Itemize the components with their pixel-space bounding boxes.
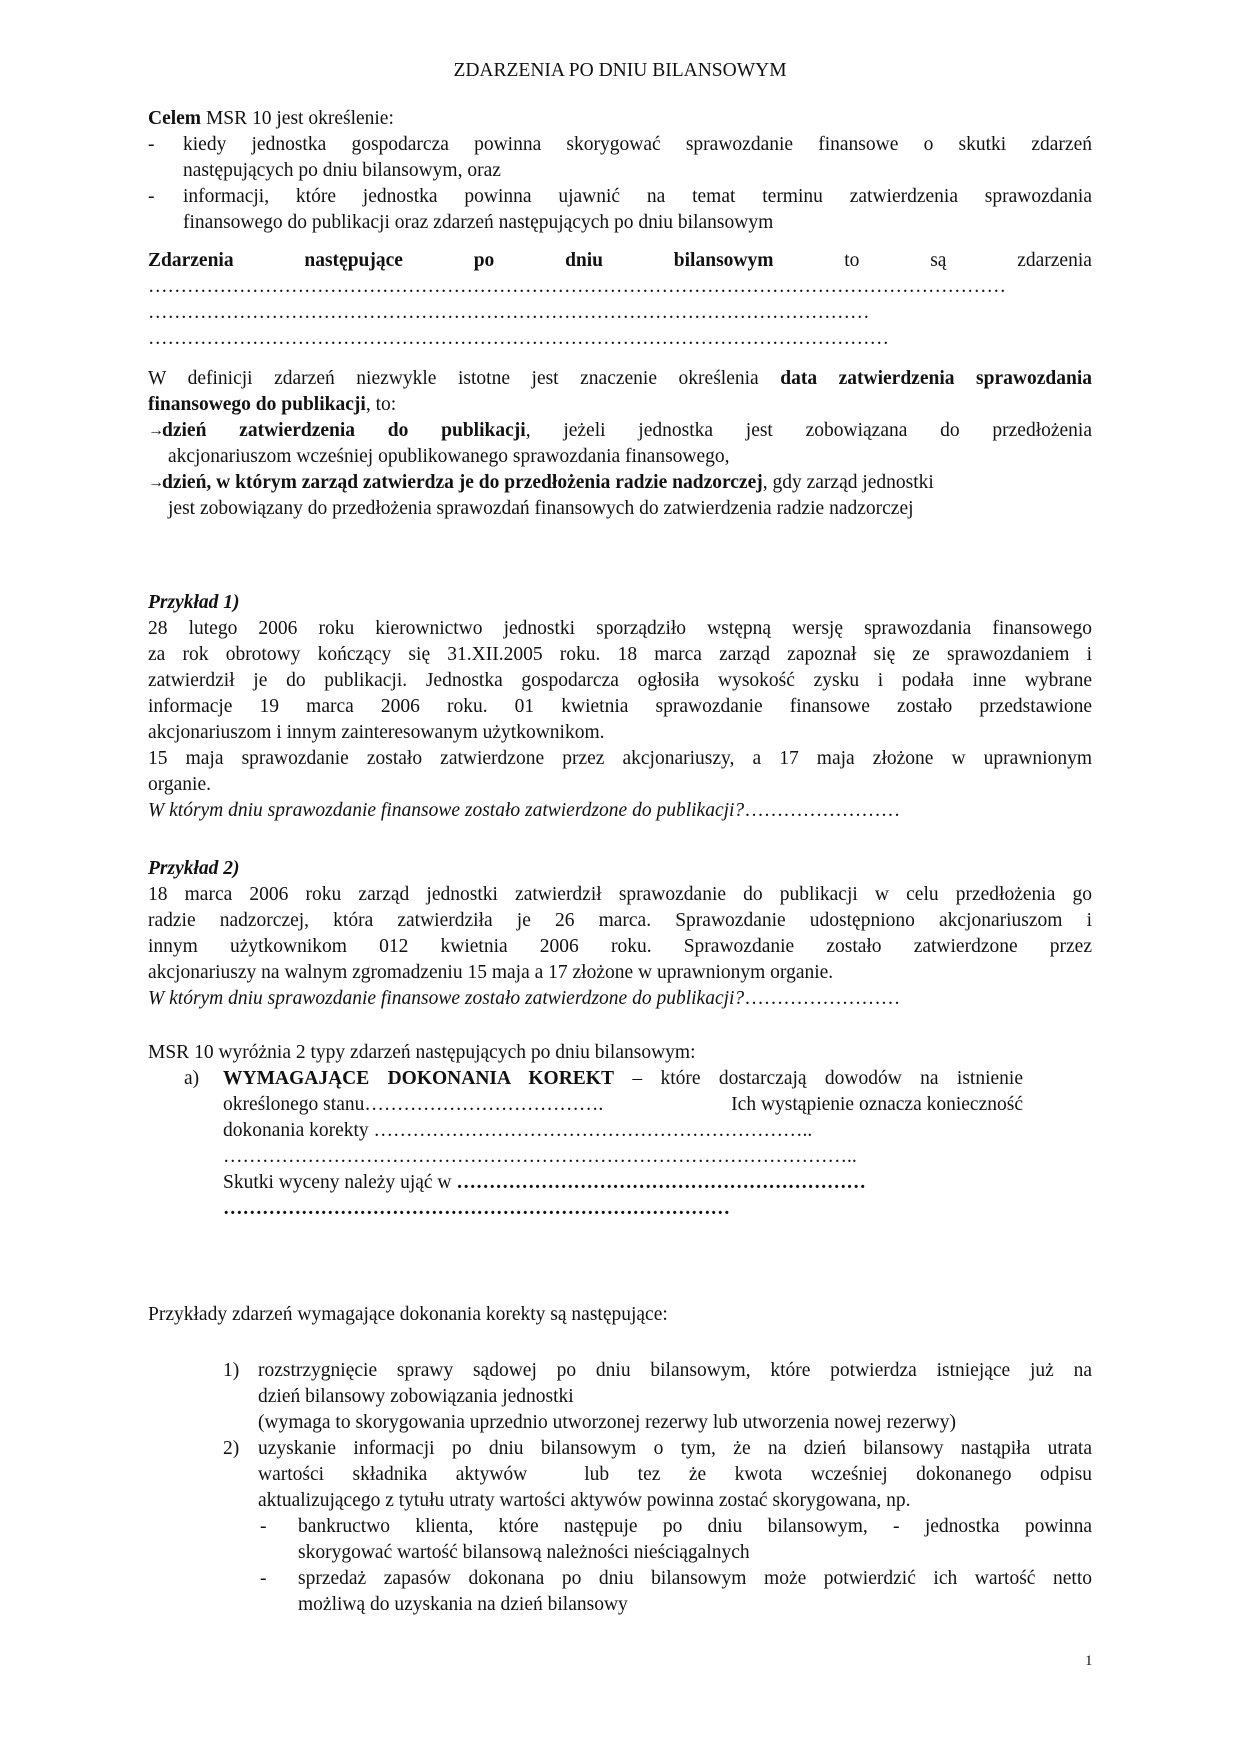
text: określonego stanu	[223, 1094, 365, 1115]
example-line: organie.	[148, 774, 211, 795]
fill-in-blank[interactable]: ……………………………………………………………………………………………………	[148, 328, 889, 349]
example-heading-text: Przykład 2)	[148, 858, 240, 879]
example-heading	[148, 856, 1092, 882]
intro-item-line: kiedy jednostka gospodarcza powinna skorygować sprawozdanie finansowe o skutki zdarzeń	[183, 134, 1092, 155]
example-heading	[148, 590, 1092, 616]
types-intro: MSR 10 wyróżnia 2 typy zdarzeń następujących po dniu bilansowym:	[148, 1042, 696, 1063]
list-item-line: (wymaga to skorygowania uprzednio utworzonej rezerwy lub utworzenia nowej rezerwy)	[258, 1412, 956, 1433]
text: dokonania korekty	[223, 1120, 374, 1141]
examples-list-intro	[148, 1302, 1092, 1328]
example-question	[148, 798, 1092, 824]
intro-lead-bold: Celem	[148, 108, 202, 129]
approval-line	[148, 366, 1092, 392]
sub-list-line: sprzedaż zapasów dokonana po dniu bilansowym może potwierdzić ich wartość netto	[298, 1568, 1092, 1589]
arrow-right-icon: →	[148, 422, 164, 439]
intro-lead	[148, 106, 1092, 132]
text: W definicji zdarzeń niezwykle istotne jest znaczenie określenia	[148, 368, 781, 389]
type-line	[223, 1092, 1023, 1118]
question-text: W którym dniu sprawozdanie finansowe zostało zatwierdzone do publikacji?	[148, 988, 745, 1009]
bold-term: dzień zatwierdzenia do publikacji	[162, 420, 526, 441]
text: Skutki wyceny należy ująć w	[223, 1172, 457, 1193]
example-heading-text: Przykład 1)	[148, 592, 240, 613]
text: – które dostarczają dowodów na istnienie	[613, 1068, 1023, 1089]
example-question	[148, 986, 1092, 1012]
definition-word: następujące	[304, 250, 403, 271]
fill-in-blank[interactable]: ……………………………………………………………………………………..	[223, 1146, 857, 1167]
text: Ich wystąpienie oznacza konieczność	[731, 1094, 1023, 1115]
intro-item	[148, 132, 1092, 184]
definition-heading	[148, 248, 1092, 274]
examples-list	[223, 1358, 1092, 1618]
text: , to:	[365, 394, 397, 415]
fill-in-blank[interactable]: ………………………………………………………	[456, 1172, 866, 1193]
list-item-line: uzyskanie informacji po dniu bilansowym o tym, że na dzień bilansowy nastąpiła utrata	[258, 1438, 1092, 1459]
approval-date-section	[148, 366, 1092, 522]
definition-word: dniu	[565, 250, 604, 271]
item-marker: a)	[184, 1068, 200, 1089]
dash-marker: -	[260, 1568, 267, 1589]
approval-item-line: akcjonariuszom wcześniej opublikowanego sprawozdania finansowego,	[168, 446, 730, 467]
examples-intro-text: Przykłady zdarzeń wymagające dokonania korekty są następujące:	[148, 1304, 668, 1325]
fill-in-blank[interactable]: …………………………………………………………………………………………………	[148, 302, 870, 323]
intro-item	[148, 184, 1092, 236]
list-item-line: dzień bilansowy zobowiązania jednostki	[258, 1386, 574, 1407]
sub-list-item	[258, 1566, 1092, 1618]
type-line	[223, 1170, 1023, 1196]
approval-item	[148, 418, 1092, 470]
example-line: za rok obrotowy kończący się 31.XII.2005 roku. 18 marca zarząd zapoznał się ze sprawozdaniem i	[148, 644, 1092, 665]
fill-in-blank[interactable]: ……………………………………………………………………	[223, 1198, 730, 1219]
intro-item-line: informacji, które jednostka powinna ujawnić na temat terminu zatwierdzenia sprawozdania	[183, 186, 1092, 207]
approval-item	[148, 470, 1092, 522]
definition-word: zdarzenia	[1017, 250, 1092, 271]
list-item-line: wartości składnika aktywów lub tez że kwota wcześniej dokonanego odpisu	[258, 1464, 1092, 1485]
definition-word: to	[844, 250, 860, 271]
intro-item-line: następujących po dniu bilansowym, oraz	[183, 160, 501, 181]
intro-item-line: finansowego do publikacji oraz zdarzeń następujących po dniu bilansowym	[183, 212, 774, 233]
sub-list-line: bankructwo klienta, które następuje po dniu bilansowym, - jednostka powinna	[298, 1516, 1092, 1537]
dash-marker: -	[148, 186, 155, 207]
sub-list-line: skorygować wartość bilansową należności nieściągalnych	[298, 1542, 750, 1563]
example-line: innym użytkownikom 012 kwietnia 2006 roku. Sprawozdanie zostało zatwierdzone przez	[148, 936, 1092, 957]
text: , jeżeli jednostka jest zobowiązana do przedłożenia	[525, 420, 1092, 441]
dash-marker: -	[148, 134, 155, 155]
definition-word: po	[473, 250, 495, 271]
fill-in-blank[interactable]: ……………………………….	[364, 1094, 604, 1115]
approval-item-line	[162, 418, 1092, 444]
type-item-a	[148, 1066, 1023, 1222]
example-line: zatwierdził je do publikacji. Jednostka gospodarcza ogłosiła wysokość zysku i podała inne wybrane	[148, 670, 1092, 691]
approval-item-line: jest zobowiązany do przedłożenia sprawozdań finansowych do zatwierdzenia radzie nadzorczej	[168, 498, 914, 519]
type-line	[223, 1118, 1023, 1144]
list-item-line: rozstrzygnięcie sprawy sądowej po dniu bilansowym, które potwierdza istniejące już na	[258, 1360, 1092, 1381]
sub-list-item	[258, 1514, 1092, 1566]
item-marker: 2)	[223, 1438, 240, 1459]
approval-line	[148, 392, 1092, 418]
example-line: akcjonariuszy na walnym zgromadzeniu 15 maja a 17 złożone w uprawnionym organie.	[148, 962, 834, 983]
definition-word: bilansowym	[673, 250, 774, 271]
answer-blank[interactable]: ……………………	[744, 988, 901, 1009]
approval-item-line	[162, 470, 1092, 496]
sub-list-line: możliwą do uzyskania na dzień bilansowy	[298, 1594, 628, 1615]
page-number: 1	[1085, 1653, 1093, 1669]
bold-term: dzień, w którym zarząd zatwierdza je do przedłożenia radzie nadzorczej	[162, 472, 763, 493]
types-section	[148, 1040, 1092, 1222]
list-item	[223, 1358, 1092, 1436]
definition-word: Zdarzenia	[148, 250, 234, 271]
example-line: akcjonariuszom i innym zainteresowanym użytkownikom.	[148, 722, 605, 743]
example-line: informacje 19 marca 2006 roku. 01 kwietnia sprawozdanie finansowe zostało przedstawione	[148, 696, 1092, 717]
bold-term: WYMAGAJĄCE DOKONANIA KOREKT	[223, 1068, 614, 1089]
list-item	[223, 1436, 1092, 1618]
item-marker: 1)	[223, 1360, 240, 1381]
question-text: W którym dniu sprawozdanie finansowe zostało zatwierdzone do publikacji?	[148, 800, 745, 821]
list-item-line: aktualizującego z tytułu utraty wartości aktywów powinna zostać skorygowana, np.	[258, 1490, 911, 1511]
example-line: 28 lutego 2006 roku kierownictwo jednostki sporządziło wstępną wersję sprawozdania finansowego	[148, 618, 1092, 639]
example-1-section	[148, 590, 1092, 824]
intro-lead-rest: MSR 10 jest określenie:	[201, 108, 394, 129]
dash-marker: -	[260, 1516, 267, 1537]
answer-blank[interactable]: ……………………	[744, 800, 901, 821]
definition-section	[148, 248, 1092, 352]
example-line: 15 maja sprawozdanie zostało zatwierdzone przez akcjonariuszy, a 17 maja złożone w uprawnionym	[148, 748, 1092, 769]
example-line: radzie nadzorczej, która zatwierdziła je 26 marca. Sprawozdanie udostępniono akcjonariuszom i	[148, 910, 1092, 931]
bold-term: finansowego do publikacji	[148, 394, 366, 415]
fill-in-blank[interactable]: ……………………………………………………………………………………………………………………	[148, 276, 1006, 297]
intro-section	[148, 106, 1092, 236]
arrow-right-icon: →	[148, 474, 164, 491]
fill-in-blank[interactable]: …………………………………………………………..	[373, 1120, 813, 1141]
document-title: ZDARZENIA PO DNIU BILANSOWYM	[453, 60, 787, 81]
definition-word: są	[930, 250, 947, 271]
example-line: 18 marca 2006 roku zarząd jednostki zatwierdził sprawozdanie do publikacji w celu przedłożenia go	[148, 884, 1092, 905]
type-line	[223, 1066, 1023, 1092]
example-2-section	[148, 856, 1092, 1012]
text: , gdy zarząd jednostki	[762, 472, 934, 493]
bold-term: data zatwierdzenia sprawozdania	[780, 368, 1092, 389]
